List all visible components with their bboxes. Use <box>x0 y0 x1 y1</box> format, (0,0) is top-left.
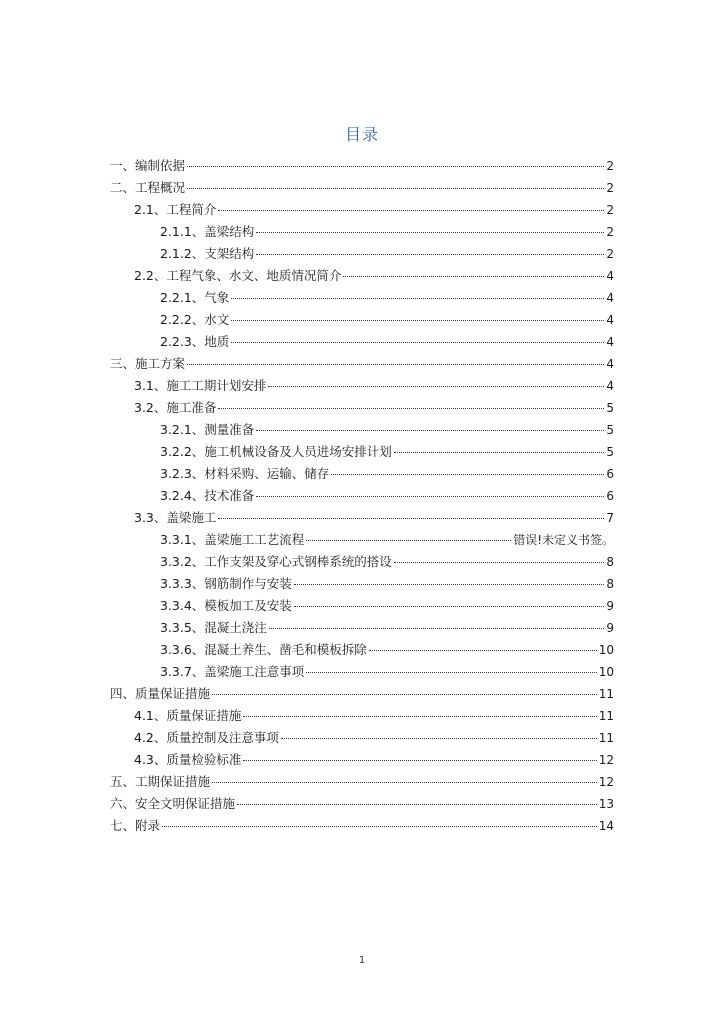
toc-title: 目录 <box>344 125 379 144</box>
toc-entry[interactable] <box>110 529 614 551</box>
toc-entry-title: 3.3.7、盖梁施工注意事项 <box>160 664 305 679</box>
toc-dot-leader <box>256 232 604 233</box>
toc-dot-leader <box>294 606 605 607</box>
toc-entry-title: 4.3、质量检验标准 <box>134 752 242 767</box>
toc-entry[interactable] <box>110 727 614 749</box>
toc-dot-leader <box>269 628 605 629</box>
toc-entry[interactable] <box>110 265 614 287</box>
toc-entry[interactable] <box>110 551 614 573</box>
toc-dot-leader <box>212 694 597 695</box>
toc-dot-leader <box>243 716 596 717</box>
toc-entry[interactable] <box>110 309 614 331</box>
toc-entry-title: 3.2.2、施工机械设备及人员进场安排计划 <box>160 444 392 459</box>
toc-dot-leader <box>231 342 604 343</box>
toc-entry[interactable] <box>110 331 614 353</box>
toc-entry[interactable] <box>110 397 614 419</box>
toc-entry-page: 12 <box>598 775 614 789</box>
toc-entry-page: 13 <box>598 797 614 811</box>
toc-dot-leader <box>369 650 597 651</box>
toc-entry-title: 3.2.4、技术准备 <box>160 488 255 503</box>
toc-entry[interactable] <box>110 243 614 265</box>
toc-entry-title: 3.3.6、混凝土养生、凿毛和模板拆除 <box>160 642 367 657</box>
toc-entry-title: 一、编制依据 <box>110 158 186 173</box>
toc-entry[interactable] <box>110 573 614 595</box>
toc-entry-title: 五、工期保证措施 <box>110 774 211 789</box>
toc-dot-leader <box>331 474 604 475</box>
table-of-contents <box>110 155 614 837</box>
toc-dot-leader <box>281 738 597 739</box>
toc-dot-leader <box>306 540 511 541</box>
toc-entry[interactable] <box>110 353 614 375</box>
toc-entry[interactable] <box>110 705 614 727</box>
toc-dot-leader <box>231 320 604 321</box>
toc-entry-title: 3.3.4、模板加工及安装 <box>160 598 292 613</box>
toc-entry[interactable] <box>110 815 614 837</box>
toc-dot-leader <box>218 210 604 211</box>
toc-dot-leader <box>243 760 596 761</box>
toc-entry-title: 2.2、工程气象、水文、地质情况简介 <box>134 268 342 283</box>
toc-dot-leader <box>256 496 604 497</box>
toc-entry-title: 2.1.1、盖梁结构 <box>160 224 255 239</box>
toc-entry-page: 9 <box>606 621 614 635</box>
toc-entry-page: 4 <box>606 379 614 393</box>
toc-entry-page: 4 <box>606 269 614 283</box>
toc-dot-leader <box>394 452 605 453</box>
toc-dot-leader <box>187 188 604 189</box>
toc-entry-page: 4 <box>606 357 614 371</box>
toc-entry-title: 3.2.3、材料采购、运输、储存 <box>160 466 330 481</box>
toc-entry-title: 四、质量保证措施 <box>110 686 211 701</box>
toc-entry[interactable] <box>110 199 614 221</box>
toc-entry[interactable] <box>110 375 614 397</box>
toc-dot-leader <box>256 430 604 431</box>
toc-dot-leader <box>187 166 604 167</box>
toc-entry-title: 二、工程概况 <box>110 180 186 195</box>
toc-entry-title: 4.1、质量保证措施 <box>134 708 242 723</box>
toc-entry[interactable] <box>110 485 614 507</box>
toc-entry-title: 2.1.2、支架结构 <box>160 246 255 261</box>
toc-entry-title: 3.3.3、钢筋制作与安装 <box>160 576 292 591</box>
toc-entry-page: 10 <box>598 643 614 657</box>
toc-entry[interactable] <box>110 771 614 793</box>
toc-entry-title: 3.3.5、混凝土浇注 <box>160 620 267 635</box>
toc-entry-title: 3.2.1、测量准备 <box>160 422 255 437</box>
toc-dot-leader <box>187 364 604 365</box>
toc-entry-page: 8 <box>606 577 614 591</box>
toc-entry[interactable] <box>110 639 614 661</box>
toc-entry-page: 5 <box>606 445 614 459</box>
toc-entry[interactable] <box>110 155 614 177</box>
toc-entry-page: 11 <box>598 731 614 745</box>
toc-dot-leader <box>218 518 604 519</box>
toc-entry[interactable] <box>110 793 614 815</box>
toc-entry-page: 2 <box>606 181 614 195</box>
toc-entry-page: 11 <box>598 709 614 723</box>
toc-entry-title: 2.2.2、水文 <box>160 312 230 327</box>
toc-entry[interactable] <box>110 221 614 243</box>
toc-entry-title: 七、附录 <box>110 818 161 833</box>
toc-entry-page: 2 <box>606 203 614 217</box>
toc-dot-leader <box>162 826 597 827</box>
toc-entry[interactable] <box>110 661 614 683</box>
toc-entry[interactable] <box>110 177 614 199</box>
toc-entry[interactable] <box>110 617 614 639</box>
toc-dot-leader <box>237 804 597 805</box>
toc-entry-page: 5 <box>606 401 614 415</box>
toc-entry[interactable] <box>110 595 614 617</box>
toc-entry-page: 4 <box>606 313 614 327</box>
toc-dot-leader <box>343 276 604 277</box>
toc-dot-leader <box>306 672 596 673</box>
toc-entry-title: 3.1、施工工期计划安排 <box>134 378 267 393</box>
toc-entry-title: 2.1、工程简介 <box>134 202 217 217</box>
toc-entry[interactable] <box>110 287 614 309</box>
toc-dot-leader <box>294 584 605 585</box>
toc-entry-page: 11 <box>598 687 614 701</box>
toc-entry-page: 14 <box>598 819 614 833</box>
toc-entry-page: 2 <box>606 159 614 173</box>
toc-entry-title: 3.3.2、工作支架及穿心式钢棒系统的搭设 <box>160 554 392 569</box>
toc-dot-leader <box>394 562 605 563</box>
toc-dot-leader <box>212 782 597 783</box>
toc-entry-page: 7 <box>606 511 614 525</box>
toc-entry-title: 3.3.1、盖梁施工工艺流程 <box>160 532 305 547</box>
toc-entry-title: 3.3、盖梁施工 <box>134 510 217 525</box>
toc-entry-title: 六、安全文明保证措施 <box>110 796 236 811</box>
toc-entry[interactable] <box>110 683 614 705</box>
toc-entry-title: 2.2.1、气象 <box>160 290 230 305</box>
toc-entry-page: 6 <box>606 489 614 503</box>
toc-entry-title: 3.2、施工准备 <box>134 400 217 415</box>
toc-entry-page: 错误!未定义书签。 <box>513 533 614 547</box>
toc-entry-title: 4.2、质量控制及注意事项 <box>134 730 279 745</box>
toc-entry-page: 2 <box>606 247 614 261</box>
toc-entry[interactable] <box>110 507 614 529</box>
toc-entry-title: 三、施工方案 <box>110 356 186 371</box>
toc-entry-page: 6 <box>606 467 614 481</box>
toc-entry-page: 9 <box>606 599 614 613</box>
toc-dot-leader <box>218 408 604 409</box>
toc-dot-leader <box>256 254 604 255</box>
toc-entry[interactable] <box>110 749 614 771</box>
toc-entry-page: 12 <box>598 753 614 767</box>
toc-entry-page: 2 <box>606 225 614 239</box>
page-number: 1 <box>358 955 366 966</box>
toc-entry-page: 8 <box>606 555 614 569</box>
toc-entry[interactable] <box>110 419 614 441</box>
toc-entry-page: 10 <box>598 665 614 679</box>
toc-entry[interactable] <box>110 441 614 463</box>
toc-entry[interactable] <box>110 463 614 485</box>
toc-entry-title: 2.2.3、地质 <box>160 334 230 349</box>
toc-entry-page: 5 <box>606 423 614 437</box>
toc-entry-page: 4 <box>606 291 614 305</box>
toc-entry-page: 4 <box>606 335 614 349</box>
toc-dot-leader <box>231 298 604 299</box>
toc-dot-leader <box>268 386 604 387</box>
